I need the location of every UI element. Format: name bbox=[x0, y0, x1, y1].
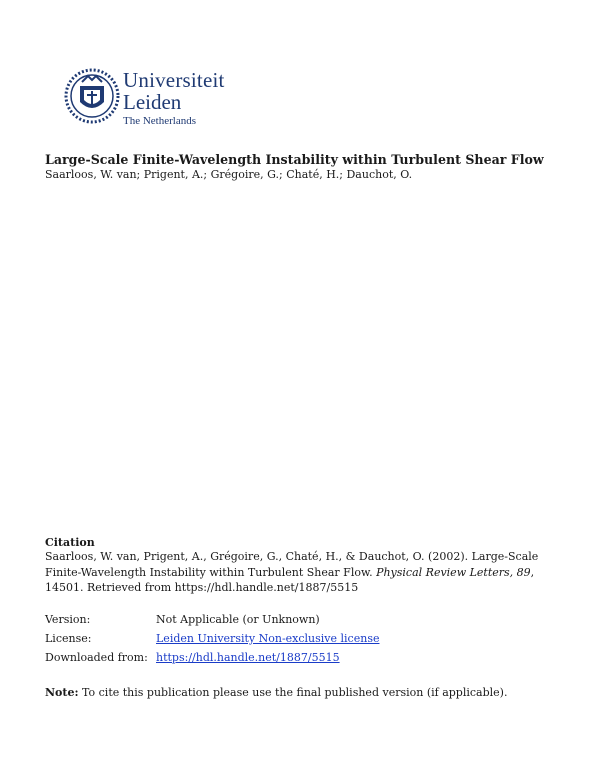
note bbox=[45, 686, 507, 699]
version-label: Version: bbox=[45, 613, 91, 626]
citation-heading: Citation bbox=[45, 536, 95, 549]
citation-line-1: Saarloos, W. van, Prigent, A., Grégoire, G., Chaté, H., & Dauchot, O. (2002). Large-Scale bbox=[45, 550, 539, 563]
university-seal-icon bbox=[64, 64, 120, 128]
document-authors: Saarloos, W. van; Prigent, A.; Grégoire, G.; Chaté, H.; Dauchot, O. bbox=[45, 168, 413, 181]
citation-journal: Physical Review Letters, 89 bbox=[376, 565, 531, 579]
citation-text bbox=[45, 549, 555, 596]
logo-line-leiden: Leiden bbox=[123, 90, 182, 114]
note-text: To cite this publication please use the final published version (if applicable). bbox=[78, 686, 508, 699]
license-link[interactable]: Leiden University Non-exclusive license bbox=[156, 632, 380, 645]
downloaded-link[interactable]: https://hdl.handle.net/1887/5515 bbox=[156, 651, 340, 664]
citation-line-2-end: , bbox=[530, 565, 535, 579]
university-logo bbox=[64, 64, 224, 128]
version-value: Not Applicable (or Unknown) bbox=[156, 613, 320, 626]
citation-line-3: 14501. Retrieved from https://hdl.handle.net/1887/5515 bbox=[45, 581, 359, 594]
note-label: Note: bbox=[45, 686, 79, 699]
document-title: Large-Scale Finite-Wavelength Instability within Turbulent Shear Flow bbox=[45, 152, 544, 167]
logo-line-universiteit: Universiteit bbox=[123, 68, 225, 92]
license-label: License: bbox=[45, 632, 92, 645]
logo-line-netherlands: The Netherlands bbox=[123, 115, 196, 127]
downloaded-label: Downloaded from: bbox=[45, 651, 148, 664]
citation-line-2-plain: Finite-Wavelength Instability within Turbulent Shear Flow. bbox=[45, 565, 377, 579]
citation-line-2 bbox=[45, 565, 555, 581]
